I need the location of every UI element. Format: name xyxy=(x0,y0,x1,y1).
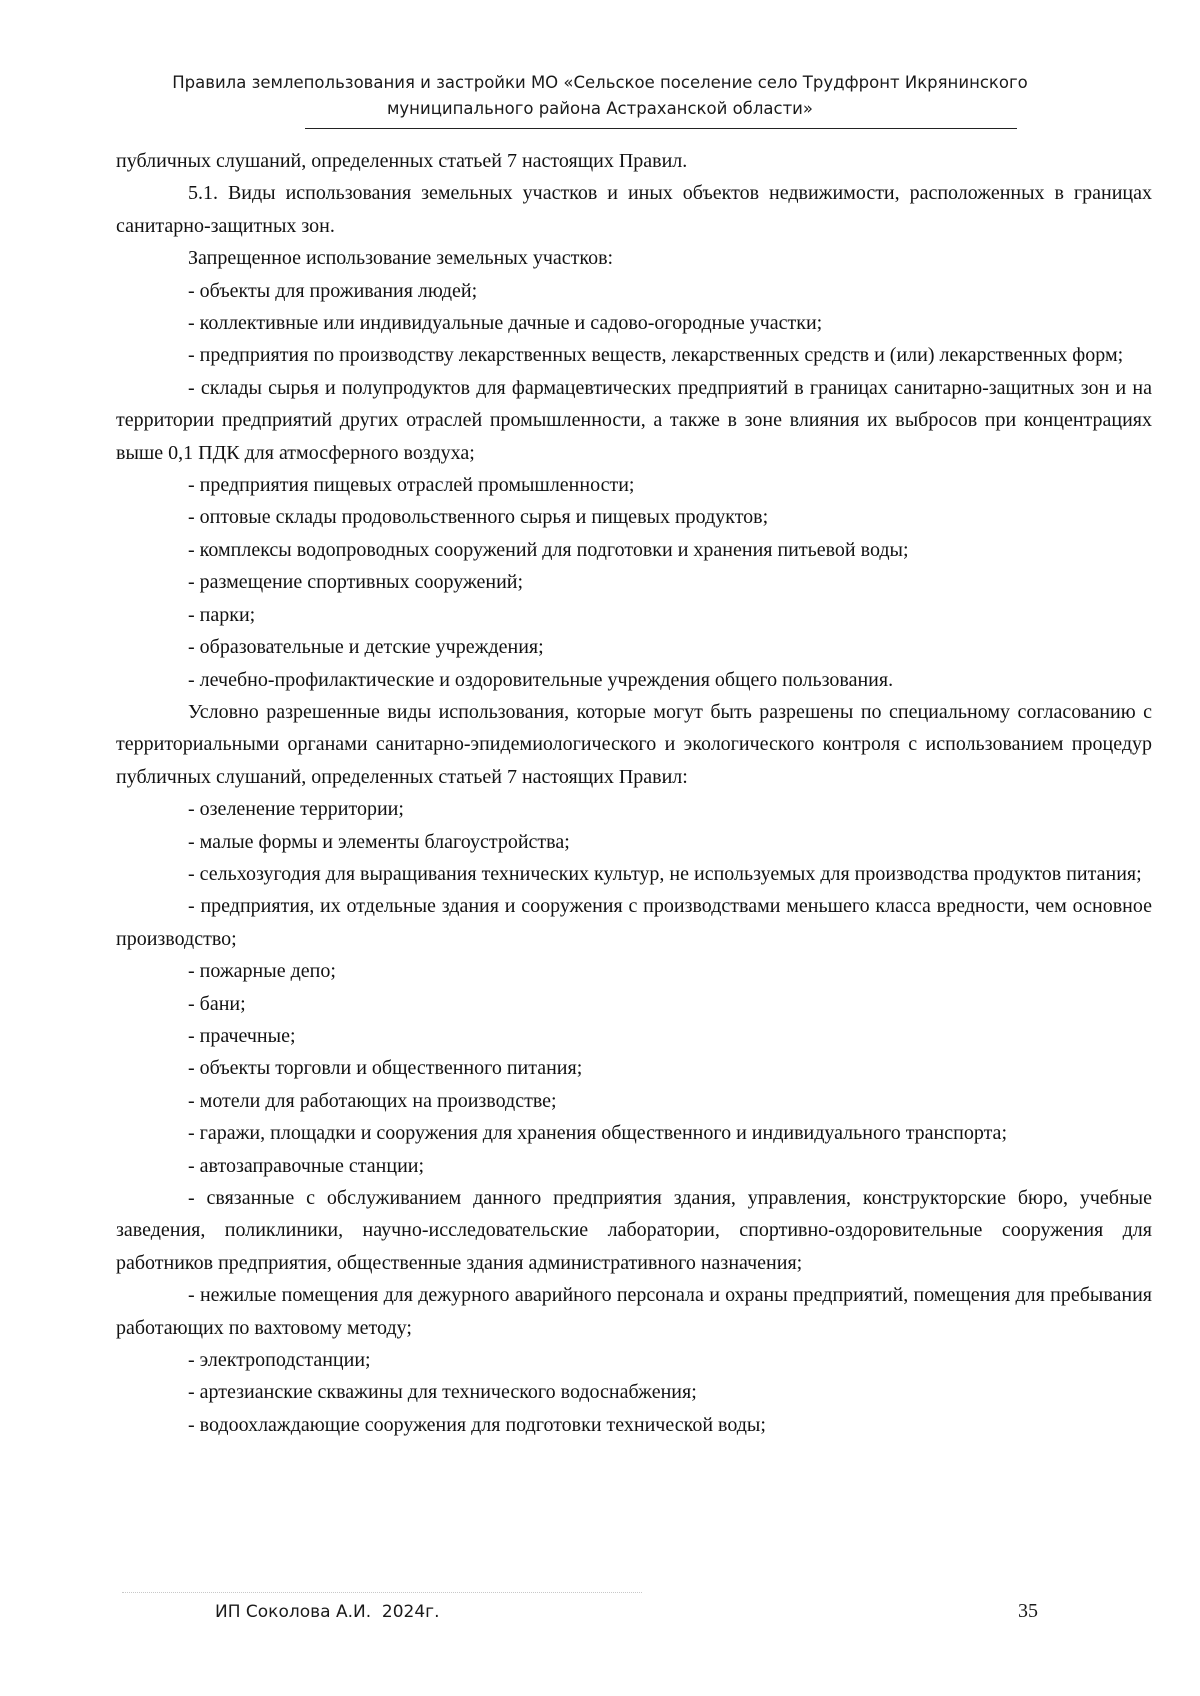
list-item: - размещение спортивных сооружений; xyxy=(188,571,524,594)
list-item: - автозаправочные станции; xyxy=(188,1154,425,1177)
section-heading-5-1: 5.1. Виды использования земельных участков и иных объектов недвижимости, расположенных в границах санитарно-защитных зон. xyxy=(116,182,1152,237)
list-item: - оптовые склады продовольственного сырья и пищевых продуктов; xyxy=(188,506,769,529)
list-item: - склады сырья и полупродуктов для фармацевтических предприятий в границах санитарно-защитных зон и на территории предприятий других отраслей промышленности, а также в зоне влияния их выбросов при концентрациях выше 0,1 ПДК для атмосферного воздуха; xyxy=(116,376,1152,464)
footer-dotted-rule xyxy=(122,1592,642,1593)
list-item: - связанные с обслуживанием данного предприятия здания, управления, конструкторские бюро, учебные заведения, поликлиники, научно-исследовательские лаборатории, спортивно-оздоровительные сооружения для работников предприятия, общественные здания административного назначения; xyxy=(116,1187,1152,1274)
list-item: - парки; xyxy=(188,603,256,626)
list-item: - комплексы водопроводных сооружений для подготовки и хранения питьевой воды; xyxy=(188,538,909,561)
list-item: - прачечные; xyxy=(188,1024,296,1047)
header-line-2: муниципального района Астраханской области» xyxy=(386,99,814,118)
list-item: - образовательные и детские учреждения; xyxy=(188,636,544,659)
list-item: - объекты торговли и общественного питания; xyxy=(188,1057,583,1080)
header-rule xyxy=(305,128,1017,129)
page-header xyxy=(150,70,1050,122)
list-item: - электроподстанции; xyxy=(188,1349,371,1372)
list-item: - лечебно-профилактические и оздоровительные учреждения общего пользования. xyxy=(188,668,894,691)
list-item: - сельхозугодия для выращивания технических культур, не используемых для производства продуктов питания; xyxy=(188,862,1142,885)
list-item: - предприятия по производству лекарственных веществ, лекарственных средств и (или) лекарственных форм; xyxy=(188,344,1124,367)
paragraph-continuation: публичных слушаний, определенных статьей 7 настоящих Правил. xyxy=(116,150,688,172)
page-footer xyxy=(0,1592,1200,1632)
list-item: - гаражи, площадки и сооружения для хранения общественного и индивидуального транспорта; xyxy=(188,1122,1007,1145)
page-number: 35 xyxy=(1018,1600,1038,1622)
list-item: - пожарные депо; xyxy=(188,960,336,983)
document-body xyxy=(116,145,1152,1441)
list-item: - мотели для работающих на производстве; xyxy=(188,1089,557,1112)
list-item: - озеленение территории; xyxy=(188,798,404,821)
list-heading-prohibited: Запрещенное использование земельных участков: xyxy=(188,247,614,270)
footer-author: ИП Соколова А.И. 2024г. xyxy=(215,1602,440,1622)
list-item: - предприятия, их отдельные здания и сооружения с производствами меньшего класса вредности, чем основное производство; xyxy=(116,895,1152,950)
list-item: - нежилые помещения для дежурного аварийного персонала и охраны предприятий, помещения для пребывания работающих по вахтовому методу; xyxy=(116,1284,1152,1339)
list-item: - объекты для проживания людей; xyxy=(188,279,478,302)
list-heading-conditional: Условно разрешенные виды использования, которые могут быть разрешены по специальному согласованию с территориальными органами санитарно-эпидемиологического и экологического контроля с использованием процедур публичных слушаний, определенных статьей 7 настоящих Правил: xyxy=(116,700,1152,788)
header-line-1: Правила землепользования и застройки МО «Сельское поселение село Трудфронт Икрянинского xyxy=(172,73,1028,92)
list-item: - бани; xyxy=(188,992,246,1015)
list-item: - коллективные или индивидуальные дачные и садово-огородные участки; xyxy=(188,312,823,335)
list-item: - малые формы и элементы благоустройства; xyxy=(188,830,570,853)
list-item: - предприятия пищевых отраслей промышленности; xyxy=(188,474,635,497)
list-item: - артезианские скважины для технического водоснабжения; xyxy=(188,1381,697,1404)
list-item: - водоохлаждающие сооружения для подготовки технической воды; xyxy=(188,1413,766,1436)
